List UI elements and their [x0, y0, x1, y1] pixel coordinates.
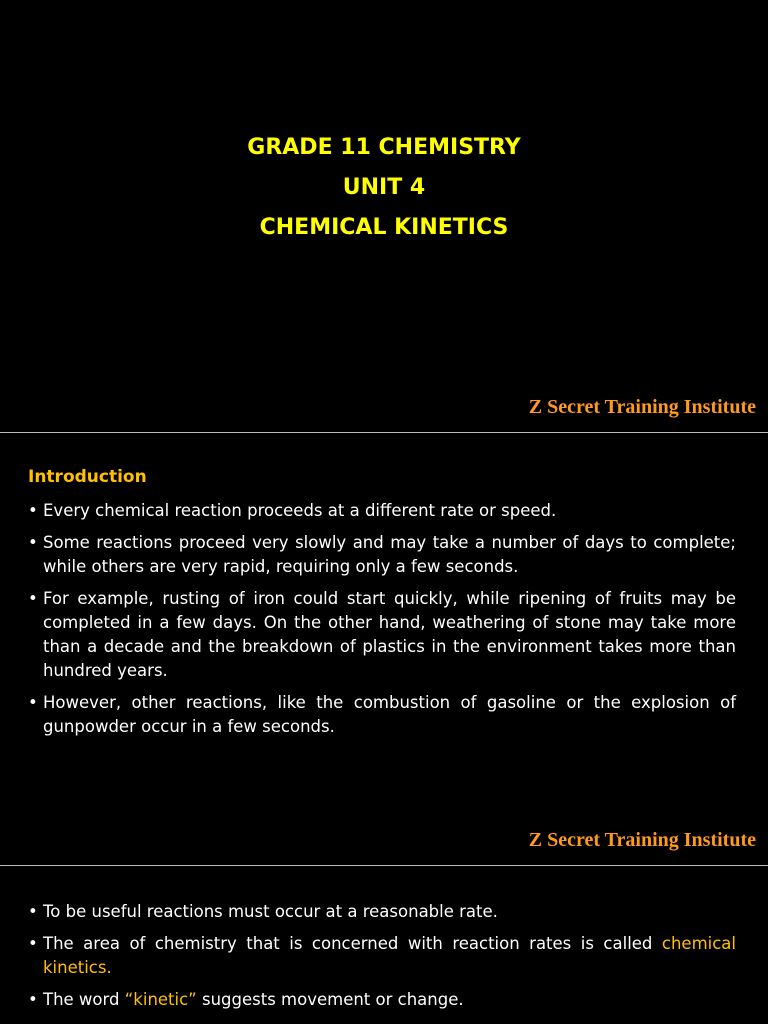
highlight-term: chemical kinetics.: [43, 934, 736, 977]
section-heading: Introduction: [28, 467, 147, 487]
bullet-text: The area of chemistry that is concerned with reaction rates is called: [43, 934, 662, 953]
bullet-item: [28, 499, 736, 523]
bullet-icon: •: [28, 934, 38, 953]
title-line-grade: GRADE 11 CHEMISTRY: [247, 135, 521, 160]
bullet-item: [28, 531, 736, 579]
bullet-text: However, other reactions, like the combustion of gasoline or the explosion of gunpowder occur in a few seconds.: [43, 693, 736, 736]
bullet-icon: •: [28, 501, 38, 520]
title-line-topic: CHEMICAL KINETICS: [259, 215, 509, 240]
title-slide: [0, 0, 768, 432]
bullet-list: [28, 499, 736, 747]
institute-name: Z Secret Training Institute: [528, 396, 756, 418]
bullet-item: [28, 691, 736, 739]
institute-name: Z Secret Training Institute: [528, 829, 756, 851]
bullet-text: Some reactions proceed very slowly and may take a number of days to complete; while others are very rapid, requiring only a few seconds.: [43, 533, 736, 576]
bullet-item: [28, 587, 736, 683]
title-line-unit: UNIT 4: [342, 175, 426, 200]
highlight-term: “kinetic”: [124, 990, 197, 1009]
bullet-icon: •: [28, 589, 38, 608]
introduction-slide: [0, 433, 768, 865]
bullet-list: [28, 900, 736, 1020]
bullet-icon: •: [28, 533, 38, 552]
bullet-text: Every chemical reaction proceeds at a different rate or speed.: [43, 501, 557, 520]
bullet-text: For example, rusting of iron could start quickly, while ripening of fruits may be completed in a few days. On the other hand, weathering of stone may take more than a decade and the breakdown of plastics in the environment takes more than hundred years.: [43, 589, 736, 680]
kinetics-slide: [0, 866, 768, 1024]
bullet-icon: •: [28, 990, 38, 1009]
bullet-text: suggests movement or change.: [196, 990, 464, 1009]
slide-title: [0, 128, 768, 248]
bullet-icon: •: [28, 902, 38, 921]
bullet-item: [28, 988, 736, 1012]
bullet-text: The word: [43, 990, 125, 1009]
bullet-icon: •: [28, 693, 38, 712]
bullet-text: To be useful reactions must occur at a reasonable rate.: [43, 902, 498, 921]
bullet-item: [28, 900, 736, 924]
bullet-item: [28, 932, 736, 980]
